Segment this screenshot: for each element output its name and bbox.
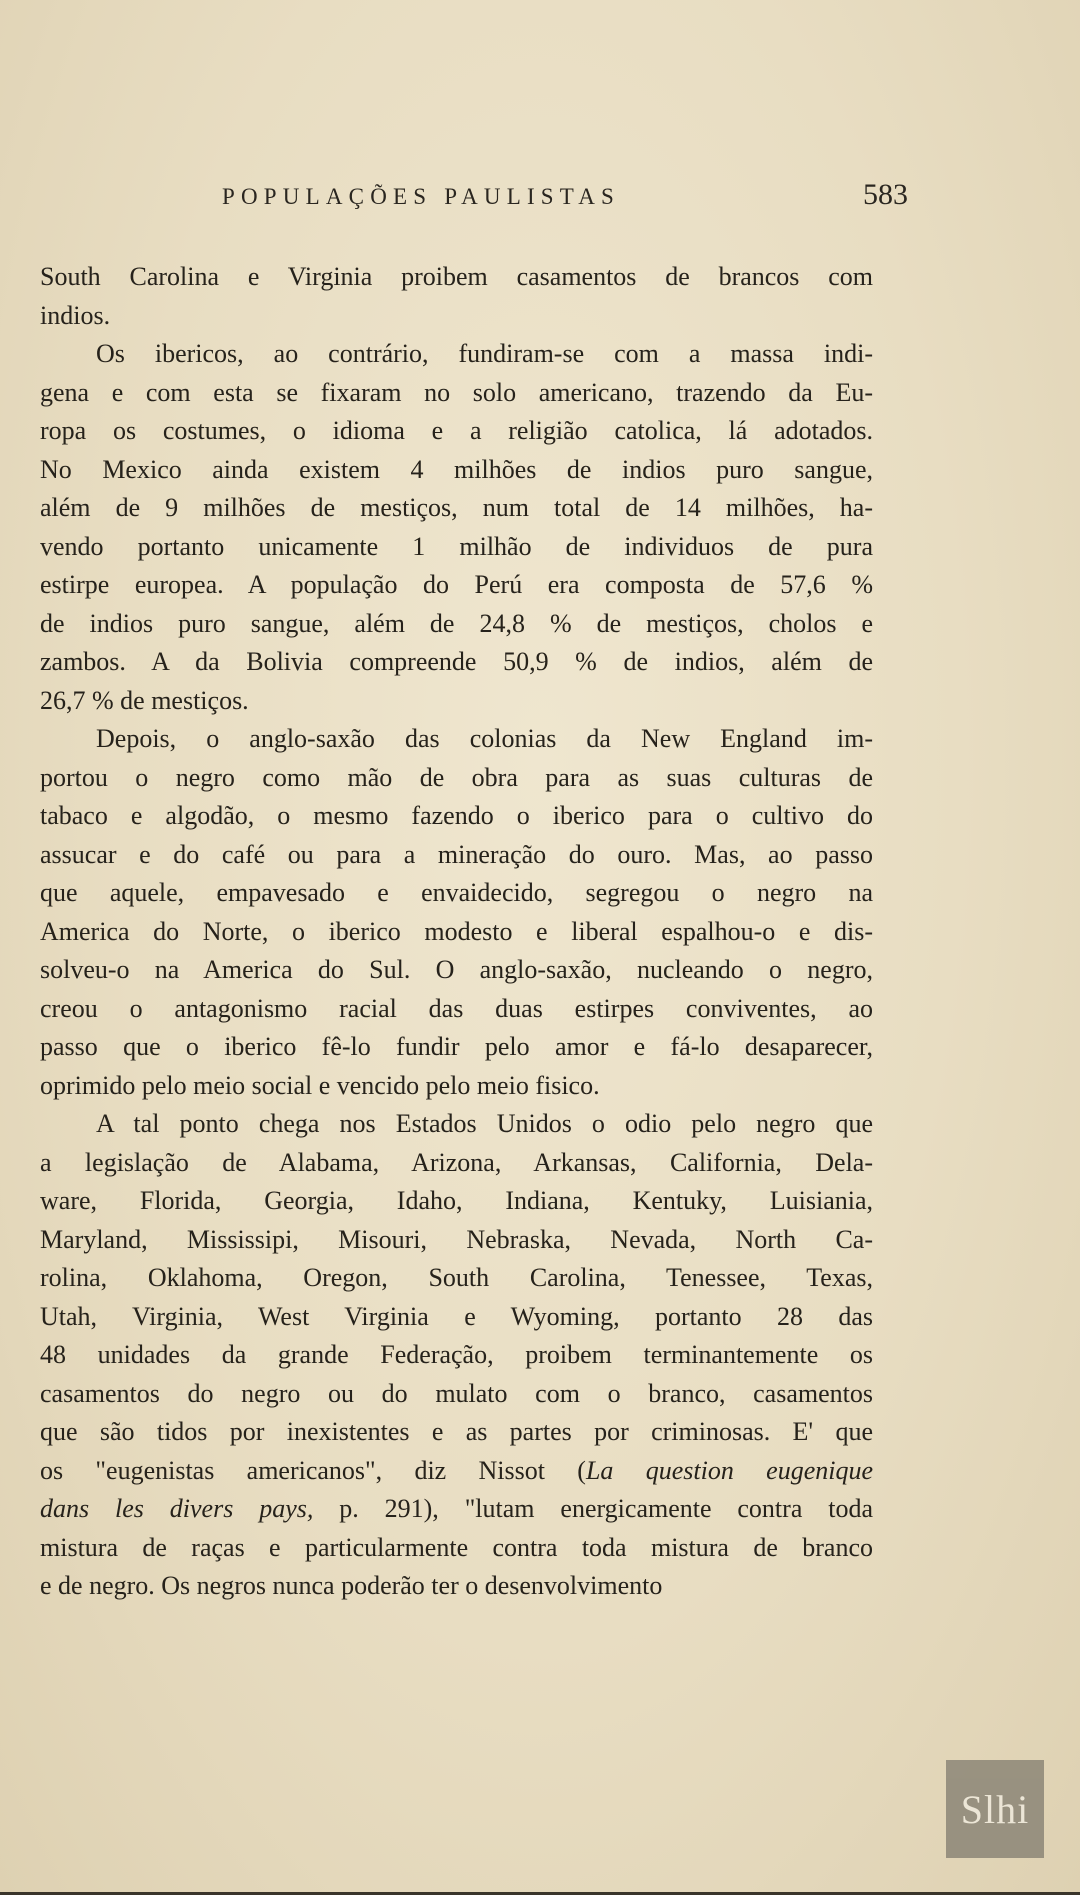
text-line: vendo portanto unicamente 1 milhão de individuos de pura [40,531,873,561]
text-line: além de 9 milhões de mestiços, num total de 14 milhões, ha- [40,493,873,522]
text-line: indios. [40,300,111,330]
text-line: Depois, o anglo-saxão das colonias da New England im- [96,724,873,753]
text-line: passo que o iberico fê-lo fundir pelo amor e fá-lo desaparecer, [40,1032,873,1061]
text-line: A tal ponto chega nos Estados Unidos o odio pelo negro que [96,1109,873,1138]
text-line-with-citation [40,1490,873,1529]
text-line: Maryland, Mississipi, Misouri, Nebraska, Nevada, North Ca- [40,1224,873,1254]
text-line: America do Norte, o iberico modesto e liberal espalhou-o e dis- [40,916,873,946]
text-line: ropa os costumes, o idioma e a religião catolica, lá adotados. [40,416,873,445]
text-line: solveu-o na America do Sul. O anglo-saxão, nucleando o negro, [40,955,873,984]
text-line: gena e com esta se fixaram no solo americano, trazendo da Eu- [40,377,873,407]
running-title: POPULAÇÕES PAULISTAS [222,184,621,209]
text-line: Os ibericos, ao contrário, fundiram-se com a massa indi- [96,339,873,368]
text-run: p. 291), "lutam energicamente contra toda [313,1494,874,1523]
text-run: os "eugenistas americanos", diz Nissot ( [40,1455,586,1485]
text-line: Utah, Virginia, West Virginia e Wyoming, portanto 28 das [40,1301,873,1331]
text-line: No Mexico ainda existem 4 milhões de indios puro sangue, [40,454,873,484]
text-line: tabaco e algodão, o mesmo fazendo o iberico para o cultivo do [40,801,873,830]
text-line: portou o negro como mão de obra para as suas culturas de [40,762,873,792]
text-line: que são tidos por inexistentes e as partes por criminosas. E' que [40,1417,873,1446]
text-line: estirpe europea. A população do Perú era composta de 57,6 % [40,570,873,599]
text-line: e de negro. Os negros nunca poderão ter o desenvolvimento [40,1571,663,1600]
text-line: ware, Florida, Georgia, Idaho, Indiana, Kentuky, Luisiania, [40,1186,873,1215]
text-line: casamentos do negro ou do mulato com o branco, casamentos [40,1378,873,1408]
text-line: creou o antagonismo racial das duas estirpes conviventes, ao [40,993,873,1023]
text-line: 48 unidades da grande Federação, proibem terminantemente os [40,1340,873,1369]
page-number: 583 [863,178,908,211]
body-text [40,258,873,1606]
text-line: zambos. A da Bolivia compreende 50,9 % de indios, além de [40,647,873,676]
text-line: a legislação de Alabama, Arizona, Arkansas, California, Dela- [40,1147,873,1177]
text-line: oprimido pelo meio social e vencido pelo meio fisico. [40,1070,600,1100]
text-line-with-citation [40,1452,873,1491]
running-header [40,180,1040,220]
text-line: mistura de raças e particularmente contra toda mistura de branco [40,1532,873,1562]
text-line: assucar e do café ou para a mineração do ouro. Mas, ao passo [40,839,873,869]
text-line: de indios puro sangue, além de 24,8 % de mestiços, cholos e [40,608,873,638]
stamp-text: Slhi [960,1786,1030,1832]
text-line: 26,7 % de mestiços. [40,685,249,715]
text-line: que aquele, empavesado e envaidecido, segregou o negro na [40,878,873,907]
book-title-italic: La question eugenique [585,1455,873,1485]
text-line: rolina, Oklahoma, Oregon, South Carolina, Tenessee, Texas, [40,1263,873,1292]
text-line: South Carolina e Virginia proibem casamentos de brancos com [40,262,873,291]
library-stamp-logo [946,1760,1044,1858]
book-title-italic: dans les divers pays, [40,1494,314,1523]
